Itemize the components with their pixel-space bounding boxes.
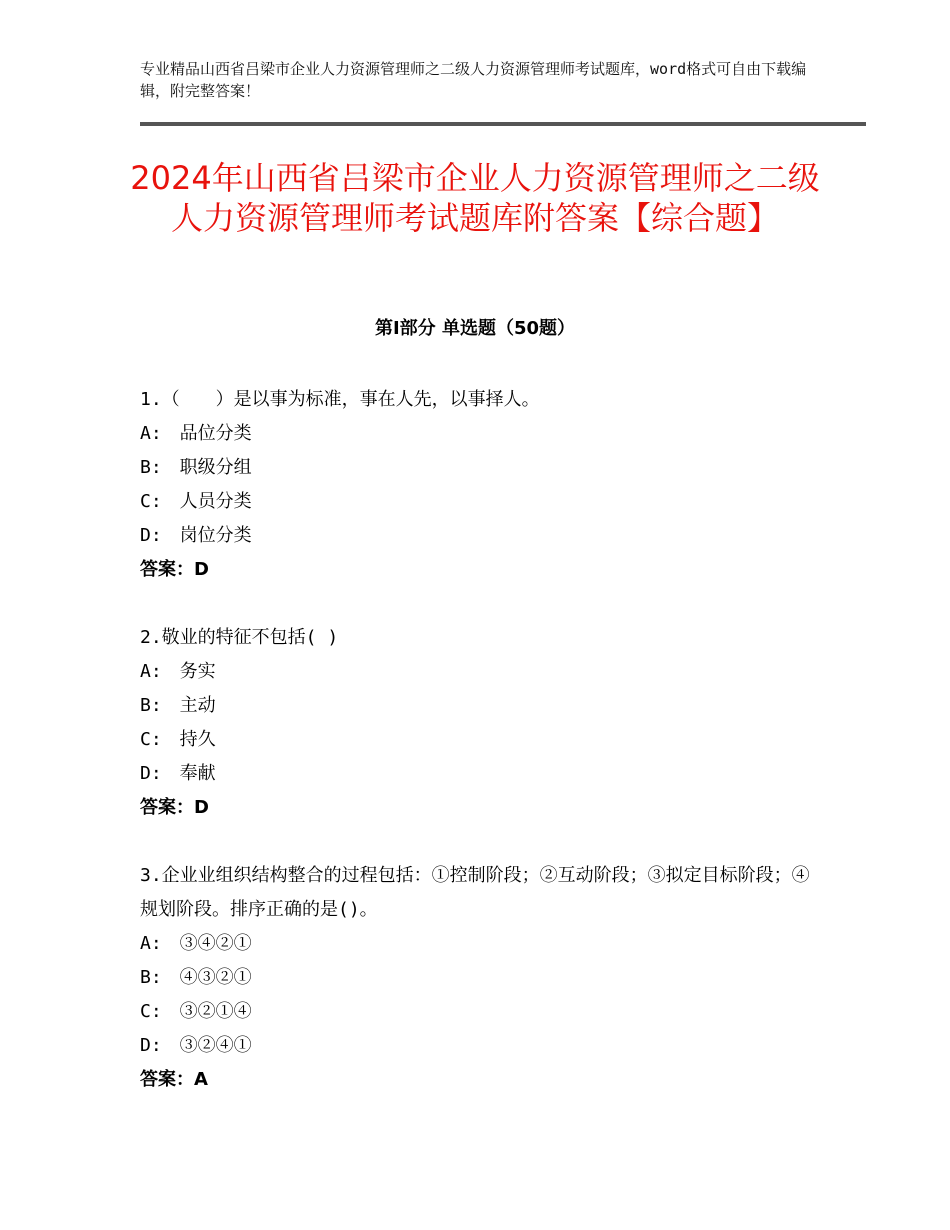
option-a: A: 务实 — [140, 661, 216, 682]
header-divider — [140, 122, 866, 126]
section-heading: 第Ⅰ部分 单选题（50题） — [374, 318, 575, 339]
option-c: C: 持久 — [140, 729, 216, 750]
answer-line: 答案：A — [140, 1069, 208, 1090]
option-b: B: 主动 — [140, 695, 216, 716]
option-a: A: ③④②① — [140, 933, 252, 954]
option-d: D: ③②④① — [140, 1035, 252, 1056]
question-stem: 2.敬业的特征不包括( ) — [140, 627, 339, 648]
option-d: D: 岗位分类 — [140, 525, 252, 546]
option-b: B: 职级分组 — [140, 457, 252, 478]
option-a: A: 品位分类 — [140, 423, 252, 444]
answer-line: 答案：D — [140, 797, 209, 818]
option-c: C: ③②①④ — [140, 1001, 252, 1022]
question-3 — [140, 859, 820, 1097]
question-list — [140, 383, 820, 1131]
question-stem: 1.（ ）是以事为标准，事在人先，以事择人。 — [140, 389, 540, 410]
header-note: 专业精品山西省吕梁市企业人力资源管理师之二级人力资源管理师考试题库，word格式可自由下载编辑，附完整答案！ — [140, 60, 807, 100]
option-c: C: 人员分类 — [140, 491, 252, 512]
document-title: 2024年山西省吕梁市企业人力资源管理师之二级人力资源管理师考试题库附答案【综合题】 — [130, 159, 820, 237]
question-stem: 3.企业业组织结构整合的过程包括：①控制阶段；②互动阶段；③拟定目标阶段；④规划阶段。排序正确的是()。 — [140, 865, 810, 920]
option-b: B: ④③②① — [140, 967, 252, 988]
question-1 — [140, 383, 820, 587]
question-2 — [140, 621, 820, 825]
answer-line: 答案：D — [140, 559, 209, 580]
option-d: D: 奉献 — [140, 763, 216, 784]
